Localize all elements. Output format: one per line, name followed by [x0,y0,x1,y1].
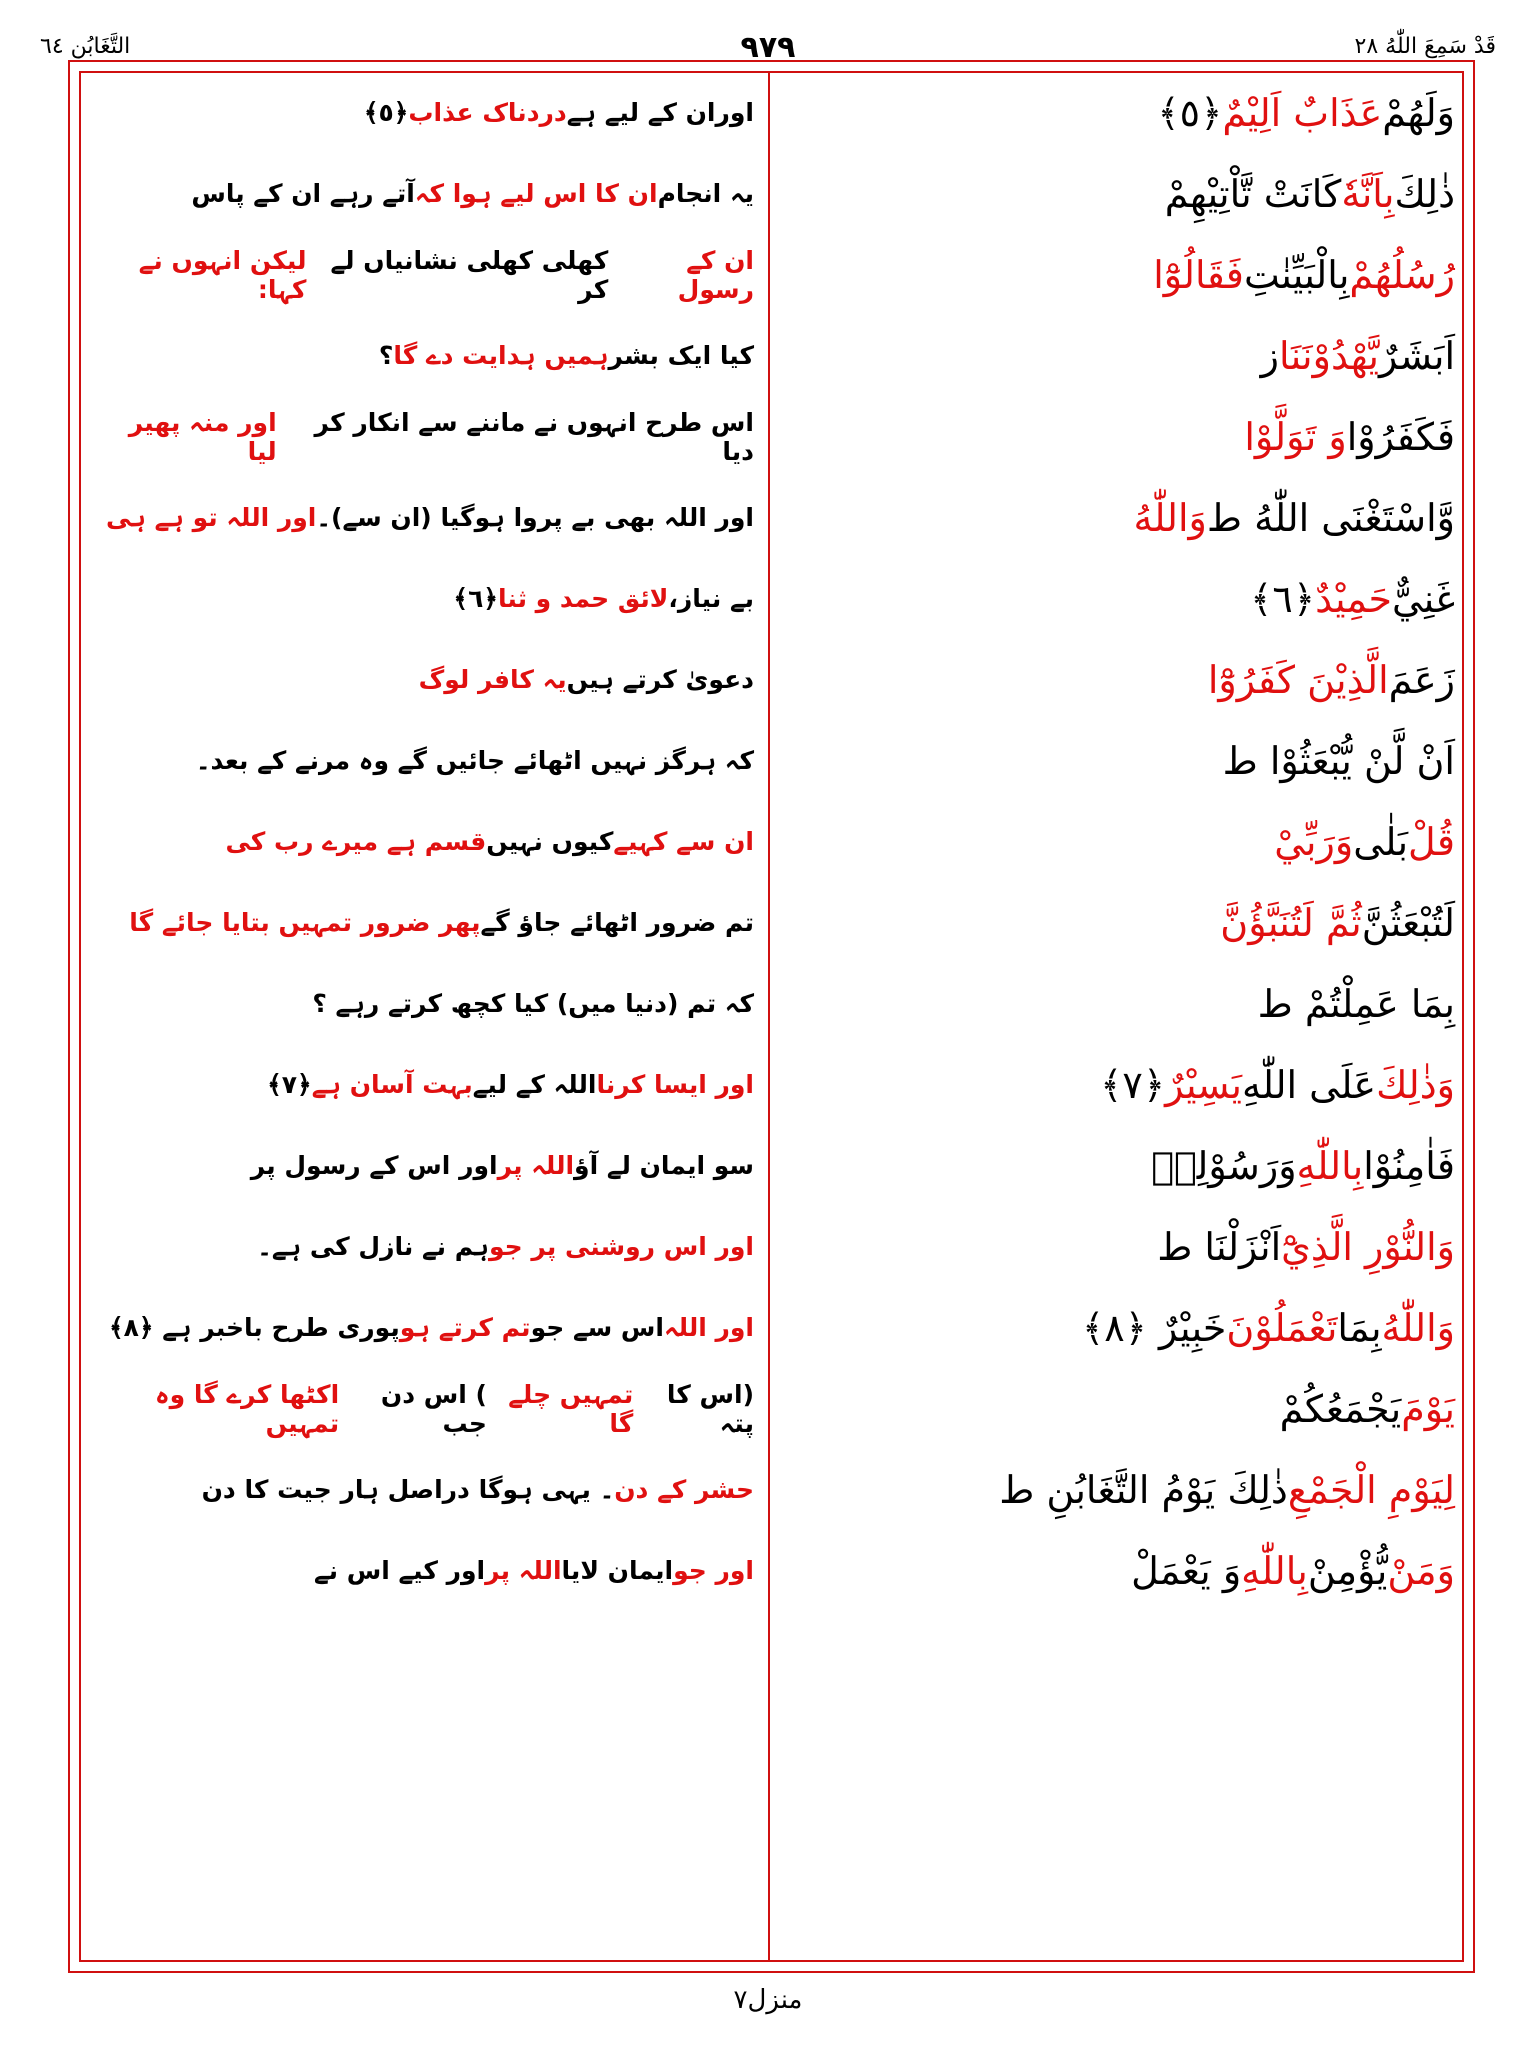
urdu-translation-line-segment: اور اس روشنی پر جو [488,1232,754,1261]
arabic-verse-line [790,72,1455,153]
arabic-verse-line-segment: عَذَابٌ اَلِيْمٌ [1222,90,1383,135]
urdu-translation-line-segment: دردناک عذاب [408,98,567,127]
arabic-verse-line-segment: وَ تَوَلَّوْا [1244,414,1347,459]
arabic-verse-line-segment: حَمِيْدٌ [1315,576,1392,621]
urdu-translation-line-segment: ﴿٥﴾ [363,98,409,127]
urdu-translation-line [92,315,754,396]
urdu-translation-line-segment: لیکن انہوں نے کہا: [138,245,307,304]
urdu-translation-line [92,1044,754,1125]
urdu-translation-line [92,396,754,477]
arabic-verse-line-segment: اَنْ لَّنْ يُّبْعَثُوْا ط [1222,738,1455,783]
arabic-verse-line-segment: اَبَشَرٌ [1379,333,1455,378]
arabic-verse-line-segment: ﴿٧﴾ [1100,1062,1166,1107]
arabic-verse-line [790,1530,1455,1611]
urdu-translation-line [92,963,754,1044]
arabic-verse-line-segment: فَقَالُوْٓا [1153,252,1244,297]
urdu-translation-line-segment: کیوں نہیں [486,827,614,856]
urdu-translation-line-segment: اللہ پر [497,1151,575,1180]
urdu-translation-line-segment: بہت آسان ہے [311,1070,473,1099]
page-number: ٩٧٩ [740,30,796,65]
arabic-verse-line-segment: وَرَسُوْلِهٖ [1151,1143,1297,1188]
arabic-verse-line-segment: رُسُلُهُمْ [1349,252,1455,297]
arabic-verse-line-segment: وَاللّٰهُ [1381,1305,1455,1350]
urdu-translation-line-segment: کیا ایک بشر [608,341,754,370]
urdu-translation-line-segment: آتے رہے ان کے پاس [191,179,415,208]
arabic-verse-line [790,801,1455,882]
urdu-translation-line-segment: یہ انجام [657,179,754,208]
arabic-verse-line-segment: خَبِيْرٌ ﴿٨﴾ [1081,1305,1227,1350]
urdu-translation-line-segment: ہم نے نازل کی ہے۔ [257,1232,489,1261]
urdu-translation-line-segment: ۔ یہی ہوگا دراصل ہار جیت کا دن [201,1475,615,1504]
urdu-translation-line [92,720,754,801]
urdu-translation-line-segment: اوران کے لیے ہے [566,98,754,127]
urdu-translation-line [92,1530,754,1611]
urdu-translation-line-segment: اور ایسا کرنا [596,1070,754,1099]
arabic-verse-line-segment: ز [1260,333,1279,378]
arabic-verse-line [790,639,1455,720]
urdu-translation-line-segment: بے نیاز، [668,584,754,613]
arabic-verse-line [790,1044,1455,1125]
arabic-verse-line-segment: بِاَنَّهٗ [1341,171,1395,216]
urdu-translation-line [92,639,754,720]
urdu-translation-line-segment: اکٹھا کرے گا وہ تمہیں [155,1379,340,1438]
urdu-translation-line-segment: اور اللہ [663,1313,754,1342]
juz-name: قَدْ سَمِعَ اللّٰهُ ٢٨ [1354,34,1496,59]
urdu-translation-line-segment: اللہ کے لیے [472,1070,597,1099]
urdu-translation-line-segment: ؟ [378,341,394,370]
arabic-verse-line [790,1206,1455,1287]
arabic-verse-line-segment: وَلَهُمْ [1382,90,1455,135]
urdu-translation-line-segment: پھر ضرور تمہیں بتایا جائے گا [129,908,481,937]
arabic-verse-line-segment: غَنِيٌّ [1391,576,1455,621]
urdu-translation-line-segment: ان کا اس لیے ہوا کہ [414,179,658,208]
arabic-verse-column [790,72,1455,1611]
urdu-translation-line [92,1368,754,1449]
urdu-translation-line-segment: کہ تم (دنیا میں) کیا کچھ کرتے رہے ؟ [312,989,754,1018]
urdu-translation-line-segment: ) اس دن جب [380,1379,487,1438]
urdu-translation-line-segment: اور منہ پھیر لیا [128,407,277,466]
urdu-translation-line-segment: اور اس کے رسول پر [250,1151,498,1180]
urdu-translation-line-segment: ایمان لایا [561,1556,674,1585]
urdu-translation-line-segment: ﴿٧﴾ [267,1070,312,1099]
arabic-verse-line-segment: يَّهْدُوْنَنَا [1278,333,1379,378]
arabic-verse-line-segment: يَجْمَعُكُمْ [1279,1386,1402,1431]
arabic-verse-line-segment: ذٰلِكَ يَوْمُ التَّغَابُنِ ط [999,1467,1288,1512]
arabic-verse-line [790,720,1455,801]
urdu-translation-line [92,882,754,963]
urdu-translation-line-segment: یہ کافر لوگ [418,665,567,694]
arabic-verse-line-segment: اَنْزَلْنَا ط [1157,1224,1282,1269]
urdu-translation-line-segment: اللہ پر [485,1556,562,1585]
arabic-verse-line-segment: الَّذِيْنَ كَفَرُوْٓا [1207,657,1389,702]
urdu-translation-line [92,1125,754,1206]
urdu-translation-line-segment: ﴿٦﴾ [453,584,498,613]
arabic-verse-line-segment: وَرَبِّيْ [1274,819,1354,864]
arabic-verse-line-segment: وَذٰلِكَ [1376,1062,1455,1107]
urdu-translation-line-segment: تم کرتے ہو [399,1313,531,1342]
arabic-verse-line-segment: وَمَنْ [1387,1548,1455,1593]
arabic-verse-line-segment: يَسِيْرٌ [1165,1062,1242,1107]
arabic-verse-line-segment: ﴿٥﴾ [1157,90,1223,135]
urdu-translation-line [92,1206,754,1287]
arabic-verse-line-segment: كَانَتْ تَّاْتِيْهِمْ [1164,171,1342,216]
urdu-translation-line-segment: اور اللہ بھی بے پروا ہوگیا (ان سے)۔ [316,503,754,532]
arabic-verse-line-segment: فَكَفَرُوْا [1346,414,1455,459]
arabic-verse-line-segment: بِاللّٰهِ [1296,1143,1364,1188]
urdu-translation-line [92,72,754,153]
arabic-verse-line [790,1368,1455,1449]
urdu-translation-line [92,558,754,639]
surah-name: التَّغَابُن ٦٤ [40,34,131,59]
arabic-verse-line [790,234,1455,315]
urdu-translation-line-segment: تمہیں چلے گا [508,1379,634,1438]
urdu-translation-line-segment: اس طرح انہوں نے ماننے سے انکار کر دیا [314,407,754,466]
column-divider [768,72,770,1961]
arabic-verse-line-segment: بِالْبَيِّنٰتِ [1243,252,1350,297]
arabic-verse-line-segment: ﴿٦﴾ [1250,576,1316,621]
arabic-verse-line-segment: تَعْمَلُوْنَ [1226,1305,1338,1350]
arabic-verse-line [790,1449,1455,1530]
arabic-verse-line-segment: ثُمَّ لَتُنَبَّؤُنَّ [1220,900,1362,945]
urdu-translation-line-segment: ان کے رسول [677,245,754,304]
arabic-verse-line-segment: بَلٰى [1353,819,1409,864]
urdu-translation-line [92,477,754,558]
urdu-translation-line-segment: قسم ہے میرے رب کی [225,827,487,856]
arabic-verse-line [790,1287,1455,1368]
urdu-translation-line-segment: (اس کا پتہ [666,1379,754,1438]
arabic-verse-line [790,963,1455,1044]
arabic-verse-line-segment: بِمَا [1337,1305,1382,1350]
arabic-verse-line-segment: لِيَوْمِ الْجَمْعِ [1287,1467,1455,1512]
urdu-translation-column [92,72,754,1611]
urdu-translation-line-segment: دعویٰ کرتے ہیں [566,665,754,694]
urdu-translation-line-segment: اور کیے اس نے [313,1556,486,1585]
urdu-translation-line [92,234,754,315]
urdu-translation-line-segment: ان سے کہیے [613,827,754,856]
urdu-translation-line [92,801,754,882]
arabic-verse-line-segment: قُلْ [1408,819,1455,864]
arabic-verse-line-segment: وَّاسْتَغْنَى اللّٰهُ ط [1206,495,1455,540]
urdu-translation-line-segment: لائق حمد و ثنا [498,584,669,613]
urdu-translation-line [92,153,754,234]
urdu-translation-line-segment: اور جو [673,1556,754,1585]
arabic-verse-line-segment: وَ يَعْمَلْ [1131,1548,1242,1593]
arabic-verse-line [790,1125,1455,1206]
arabic-verse-line-segment: فَاٰمِنُوْا [1363,1143,1455,1188]
arabic-verse-line [790,315,1455,396]
urdu-translation-line [92,1449,754,1530]
arabic-verse-line [790,882,1455,963]
arabic-verse-line [790,153,1455,234]
arabic-verse-line-segment: وَالنُّوْرِ الَّذِيْٓ [1281,1224,1455,1269]
arabic-verse-line-segment: يَوْمَ [1401,1386,1455,1431]
arabic-verse-line-segment: بِاللّٰهِ [1241,1548,1308,1593]
urdu-translation-line-segment: تم ضرور اٹھائے جاؤ گے [480,908,754,937]
arabic-verse-line-segment: ذٰلِكَ [1394,171,1455,216]
urdu-translation-line [92,1287,754,1368]
urdu-translation-line-segment: اور اللہ تو ہے ہی [105,503,317,532]
urdu-translation-line-segment: سو ایمان لے آؤ [574,1151,754,1180]
urdu-translation-line-segment: کہ ہرگز نہیں اٹھائے جائیں گے وہ مرنے کے بعد۔ [195,746,754,775]
urdu-translation-line-segment: حشر کے دن [614,1475,754,1504]
arabic-verse-line-segment: زَعَمَ [1388,657,1455,702]
arabic-verse-line-segment: عَلَى اللّٰهِ [1242,1062,1377,1107]
urdu-translation-line-segment: ہمیں ہدایت دے گا [393,341,609,370]
urdu-translation-line-segment: پوری طرح باخبر ہے ﴿٨﴾ [109,1313,400,1342]
arabic-verse-line-segment: لَتُبْعَثُنَّ [1361,900,1455,945]
arabic-verse-line [790,477,1455,558]
urdu-translation-line-segment: کھلی کھلی نشانیاں لے کر [330,245,609,304]
arabic-verse-line-segment: يُّؤْمِنْ [1307,1548,1388,1593]
urdu-translation-line-segment: اس سے جو [530,1313,664,1342]
arabic-verse-line [790,558,1455,639]
manzil-label: منزل٧ [733,1985,803,2015]
arabic-verse-line-segment: بِمَا عَمِلْتُمْ ط [1257,981,1455,1026]
arabic-verse-line [790,396,1455,477]
arabic-verse-line-segment: وَاللّٰهُ [1133,495,1207,540]
